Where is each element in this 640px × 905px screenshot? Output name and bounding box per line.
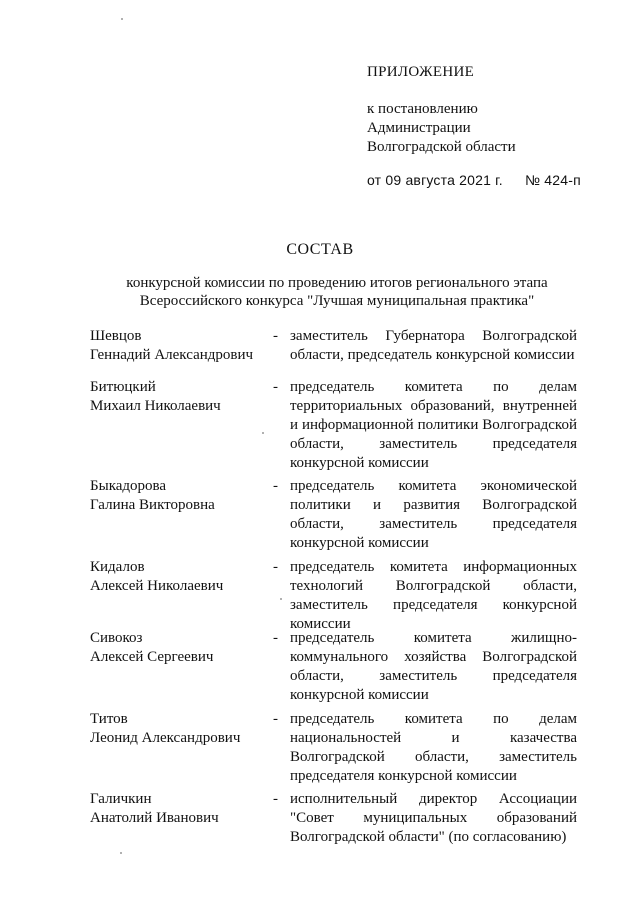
resolution-reference — [367, 100, 516, 157]
member-surname: Шевцов — [90, 328, 142, 344]
subtitle-line: Всероссийского конкурса "Лучшая муниципальная практика" — [139, 293, 535, 309]
member-role: председатель комитета экономической политики и развития Волгоградской области, заместитель председателя конкурсной комиссии — [290, 478, 577, 551]
document-subtitle — [60, 274, 614, 310]
member-given-names: Леонид Александрович — [90, 730, 241, 746]
scan-speck — [280, 598, 282, 600]
member-given-names: Алексей Сергеевич — [90, 649, 214, 665]
member-role: председатель комитета жилищно-коммунального хозяйства Волгоградской области, заместитель председателя конкурсной комиссии — [290, 630, 577, 703]
scan-speck — [121, 18, 123, 20]
member-surname: Титов — [90, 711, 128, 727]
member-dash: - — [273, 791, 278, 807]
appendix-heading: ПРИЛОЖЕНИЕ — [367, 64, 475, 80]
member-dash: - — [273, 711, 278, 727]
resolution-date: от 09 августа 2021 г. — [367, 172, 503, 188]
member-given-names: Анатолий Иванович — [90, 810, 219, 826]
member-role: председатель комитета информационных технологий Волгоградской области, заместитель председателя конкурсной комиссии — [290, 559, 577, 632]
scan-speck — [120, 852, 122, 854]
member-given-names: Галина Викторовна — [90, 497, 215, 513]
member-name — [90, 710, 240, 748]
member-name — [90, 629, 213, 667]
resolution-line: Администрации — [367, 120, 471, 136]
member-surname: Галичкин — [90, 791, 152, 807]
member-given-names: Геннадий Александрович — [90, 347, 254, 363]
member-surname: Сивокоз — [90, 630, 143, 646]
member-dash: - — [273, 379, 278, 395]
member-name — [90, 477, 215, 515]
member-dash: - — [273, 328, 278, 344]
resolution-line: Волгоградской области — [367, 139, 516, 155]
resolution-date-line — [367, 172, 581, 188]
member-dash: - — [273, 478, 278, 494]
member-role: председатель комитета по делам территориальных образований, внутренней и информационной политики Волгоградской области, заместитель председателя конкурсной комиссии — [290, 379, 577, 471]
member-dash: - — [273, 630, 278, 646]
subtitle-line: конкурсной комиссии по проведению итогов регионального этапа — [126, 275, 548, 291]
member-given-names: Алексей Николаевич — [90, 578, 224, 594]
member-name — [90, 558, 223, 596]
member-surname: Быкадорова — [90, 478, 167, 494]
member-role: заместитель Губернатора Волгоградской области, председатель конкурсной комиссии — [290, 328, 577, 363]
member-name — [90, 327, 253, 365]
member-role: председатель комитета по делам национальностей и казачества Волгоградской области, заместитель председателя конкурсной комиссии — [290, 711, 577, 784]
resolution-line: к постановлению — [367, 101, 478, 117]
member-dash: - — [273, 559, 278, 575]
member-surname: Битюцкий — [90, 379, 156, 395]
scan-speck — [262, 432, 264, 434]
member-given-names: Михаил Николаевич — [90, 398, 221, 414]
resolution-number: № 424-п — [525, 172, 581, 188]
member-name — [90, 790, 219, 828]
member-name — [90, 378, 221, 416]
document-title: СОСТАВ — [286, 241, 354, 258]
member-role: исполнительный директор Ассоциации "Совет муниципальных образований Волгоградской области" (по согласованию) — [290, 791, 577, 845]
member-surname: Кидалов — [90, 559, 145, 575]
